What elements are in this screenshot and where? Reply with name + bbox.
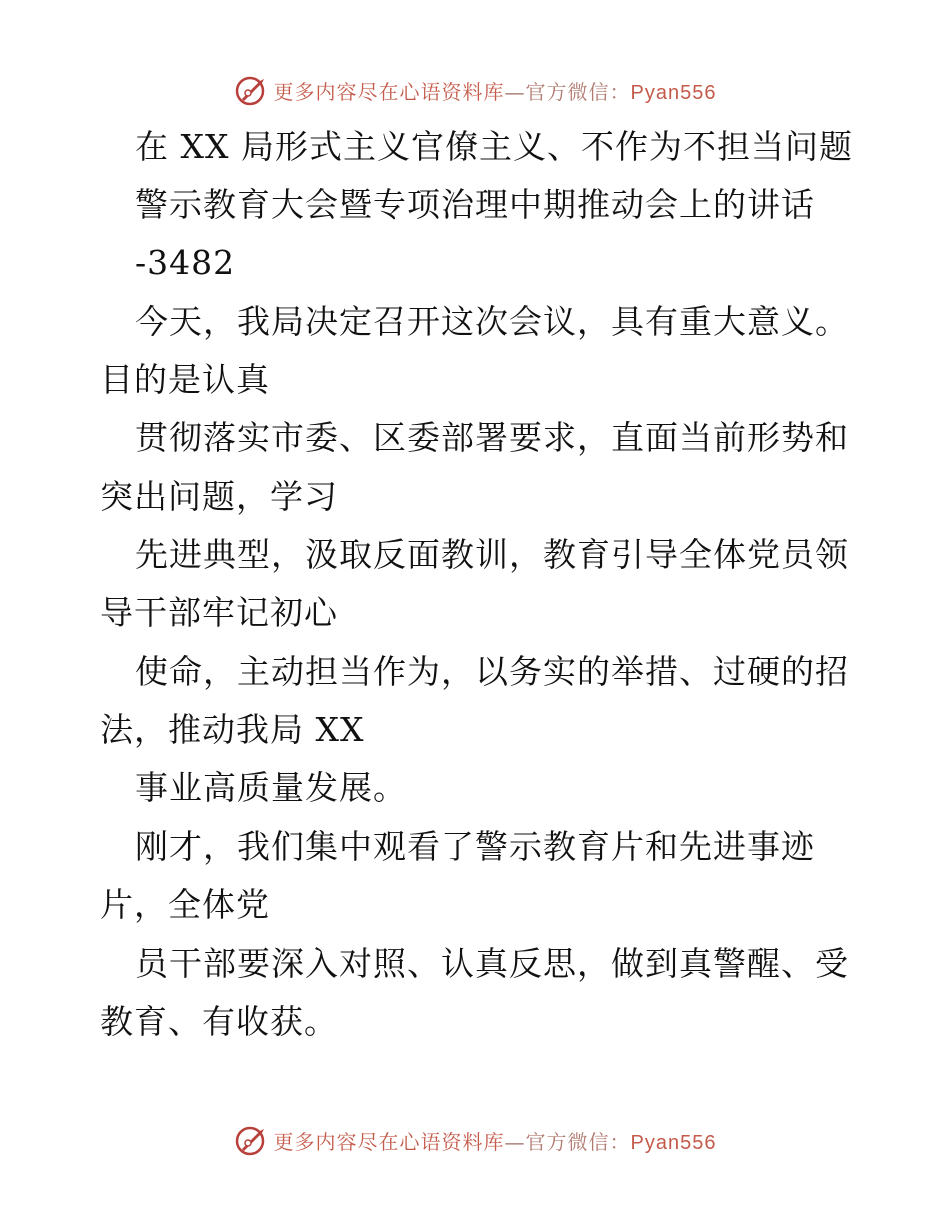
text-line: 今天，我局决定召开这次会议，具有重大意义。	[135, 302, 849, 341]
text-line: 教育、有收获。	[100, 1002, 338, 1041]
text-line: 突出问题，学习	[100, 477, 338, 516]
banner-official-label: 官方微信：	[525, 79, 631, 104]
banner-separator: —	[504, 79, 526, 104]
banner-text	[274, 1126, 717, 1155]
text-line: 刚才，我们集中观看了警示教育片和先进事迹	[135, 827, 815, 866]
banner-separator: —	[504, 1129, 526, 1154]
text-line: 员干部要深入对照、认真反思，做到真警醒、受	[135, 944, 849, 983]
text-line: -3482	[135, 243, 236, 282]
footer-banner	[0, 1120, 950, 1160]
text-line: 导干部牢记初心	[100, 593, 338, 632]
text-line: 事业高质量发展。	[135, 768, 407, 807]
text-line: 法，推动我局 XX	[100, 710, 365, 749]
text-line: 片，全体党	[100, 885, 270, 924]
banner-official-label: 官方微信：	[525, 1129, 631, 1154]
text-line: 警示教育大会暨专项治理中期推动会上的讲话	[135, 185, 815, 224]
banner-brand: 更多内容尽在心语资料库	[273, 79, 505, 104]
banner-brand: 更多内容尽在心语资料库	[273, 1129, 505, 1154]
banner-wechat-id: Pyan556	[630, 1131, 717, 1154]
text-line: 在 XX 局形式主义官僚主义、不作为不担当问题	[135, 127, 853, 166]
banner-wechat-id: Pyan556	[630, 81, 717, 104]
text-line: 使命，主动担当作为，以务实的举措、过硬的招	[135, 652, 849, 691]
pen-logo-icon	[234, 1123, 268, 1157]
text-line: 目的是认真	[100, 360, 270, 399]
text-line: 先进典型，汲取反面教训，教育引导全体党员领	[135, 535, 849, 574]
text-line: 贯彻落实市委、区委部署要求，直面当前形势和	[135, 418, 849, 457]
